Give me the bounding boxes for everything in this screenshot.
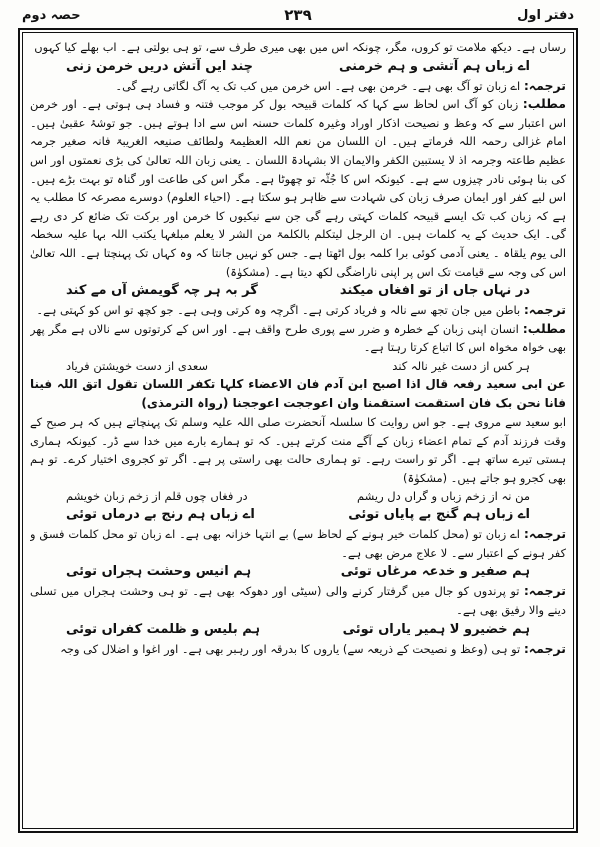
verse-couplet	[30, 57, 566, 77]
verse-couplet	[30, 505, 566, 525]
paragraph	[30, 95, 566, 281]
verse-second-hemistich: ہم انیس وحشت ہجراں توئی	[66, 564, 252, 580]
paragraph	[30, 320, 566, 357]
paragraph	[30, 301, 566, 320]
document-body	[30, 38, 566, 825]
book-section-title: دفتر اول	[517, 8, 574, 23]
paragraph-label: مطلب:	[522, 320, 566, 336]
hadith-arabic-text	[30, 375, 566, 413]
page-header	[18, 6, 578, 28]
verse-second-hemistich: در فغاں چوں قلم از زخم زبان خویشم	[66, 489, 248, 504]
verse-first-hemistich: ہم خضیرو لا ہمیر یاراں توئی	[342, 621, 530, 637]
paragraph	[30, 640, 566, 659]
paragraph-text: اے زبان تو (محل کلمات خیر ہونے کے لحاظ سے) بے انتہا خزانہ بھی ہے۔ اے زبان تو محل کلمات فسق و کفر ہونے کے اعتبار سے۔ لا علاج مرض بھی ہے۔	[30, 527, 566, 560]
paragraph	[30, 77, 566, 96]
verse-second-hemistich: ہم بلیس و ظلمت کفراں توئی	[66, 621, 261, 637]
verse-couplet	[30, 487, 566, 505]
paragraph-text: عن ابی سعید رفعہ قال اذا اصبح ابن آدم فان الاعضاء کلہا تکفر اللسان تقول اتق اللہ فینا فانا نحن بک فان استقمت استقمنا وان اعوججت اعوججنا (رواہ الترمذی)	[30, 376, 566, 410]
verse-second-hemistich: چند ایں آتش دریں خرمن زنی	[66, 58, 254, 74]
verse-second-hemistich: گر بہ ہر چہ گویمش آں مے کند	[66, 283, 258, 299]
paragraph-text: انسان اپنی زبان کے خطرہ و ضرر سے پوری طرح واقف ہے۔ اور اس کے کرتوتوں سے نالاں ہے مگر پھر بھی خواہ مخواہ اس کا اتباع کرتا رہتا ہے۔	[30, 321, 566, 355]
paragraph	[30, 413, 566, 487]
paragraph	[30, 525, 566, 562]
paragraph-label: ترجمہ:	[523, 302, 566, 318]
paragraph-text: تو ہی (وعظ و نصیحت کے ذریعہ سے) یاروں کا بدرقہ اور رہبر بھی ہے۔ اور اغوا و اضلال کی وجہ	[60, 641, 521, 656]
paragraph	[30, 38, 566, 57]
paragraph-text: اے زبان تو آگ بھی ہے۔ خرمن بھی ہے۔ اس خرمن میں کب تک یہ آگ لگاتی رہے گی۔	[115, 78, 521, 93]
paragraph-label: مطلب:	[522, 96, 566, 112]
verse-first-hemistich: ہر کس از دست غیر نالہ کند	[392, 358, 530, 373]
verse-first-hemistich: اے زباں ہم آتشی و ہم خرمنی	[339, 58, 530, 74]
paragraph-label: ترجمہ:	[523, 77, 566, 93]
paragraph-label: ترجمہ:	[523, 640, 566, 656]
paragraph-label: ترجمہ:	[523, 526, 566, 542]
verse-first-hemistich: ہم صفیر و خدعہ مرغاں توئی	[340, 564, 530, 580]
page-number: ۲۳۹	[284, 6, 312, 24]
volume-title: حصہ دوم	[22, 8, 81, 23]
verse-first-hemistich: اے زباں ہم گنج بے پایاں توئی	[348, 507, 530, 523]
verse-first-hemistich: من نہ از زخم زباں و گراں دل ریشم	[356, 489, 530, 504]
paragraph-text: رساں ہے۔ دیکھ ملامت تو کروں، مگر، چونکہ اس میں بھی میری طرف سے، تو ہی بولتی ہے۔ اب بھلے کیا کہوں	[34, 40, 566, 54]
paragraph-text: زبان کو آگ اس لحاظ سے کہا کہ کلمات قبیحہ بول کر موجب فتنہ و فساد ہی ہوتی ہے۔ اور خرمن اس اعتبار سے کہ وعظ و نصیحت اذکار اوراد وغیرہ کلمات حسنہ اس سے ادا ہوتے ہیں۔ جو توشۂ عقبیٰ ہیں۔ امام غزالی رحمہ اللہ فرماتے ہیں۔ ان اللسان من نعم اللہ العظیمۃ ولطائف صنیعہ الغریبۃ فانہ صغیر جرمہ عظیم طاعتہ وجرمہ اذ لا یستبین الکفر والایمان الا بشہادۃ اللسان ۔ یعنی زبان اللہ تعالیٰ کی بڑی نعمتوں اور اس کی بنا ہوئی نادر چیزوں سے ہے۔ کیونکہ اس کا جُثّہ تو چھوٹا ہے۔ مگر اس کی طاعت اور گناہ تو بہت بڑے ہیں۔ اس لیے کفر اور ایمان صرف زبان کی شہادت سے ظاہر ہو سکتا ہے۔ (احیاء العلوم) دوسرے مصرعہ کا مطلب یہ ہے کہ زبان کب تک ایسے قبیحہ کلمات کہتی رہے گی جن سے نیکیوں کا خرمن اور برکت تک ضائع کر دی رہے گی۔ ایک حدیث کے یہ کلمات ہیں۔ ان الرجل لیتکلم بالکلمۃ من الشر لا یعلم مبلغہا یکتب اللہ بہا علیہ سخطہ الی یوم یلقاہ ۔ یعنی آدمی کوئی برا کلمہ بول اٹھتا ہے۔ جس کو نہیں جانتا کہ وہ کہاں تک پہنچتا ہے۔ اللہ تعالیٰ اس کی وجہ سے قیامت تک اس پر اپنی ناراضگی لکھ دیتا ہے۔ (مشکوٰۃ)	[30, 97, 566, 279]
paragraph-text: ابو سعید سے مروی ہے۔ جو اس روایت کا سلسلہ آنحضرت صلی اللہ علیہ وسلم تک پہنچاتے ہیں کہ ہر صبح کے وقت فرزند آدم کے تمام اعضاء زبان کے آگے منت کرتے ہیں۔ کہ تو ہمارے بارے میں خدا سے ڈر۔ کیونکہ ہماری ہستی تیرے ساتھ ہے۔ اگر تو راست رہے۔ تو ہماری حالت بھی راستی پر ہے۔ اگر تو کجروی اختیار کرے۔ تو ہم بھی کجرو ہو جاتے ہیں۔ (مشکوٰۃ)	[30, 414, 566, 485]
paragraph-text: باطن میں جان تجھ سے نالہ و فریاد کرتی ہے۔ اگرچہ وہ کرتی وہی ہے۔ جو کچھ تو اس کو کہتی ہے۔	[36, 303, 521, 318]
verse-first-hemistich: در نہاں جاں از تو افغاں میکند	[339, 283, 530, 299]
verse-second-hemistich: سعدی از دست خویشتن فریاد	[66, 358, 209, 373]
paragraph-text: تو پرندوں کو جال میں گرفتار کرنے والی (سیٹی اور دھوکہ بھی ہے۔ تو ہی وحشت ہجراں میں تسلی دینے والا رفیق بھی ہے۔	[30, 584, 566, 618]
verse-couplet	[30, 281, 566, 301]
paragraph	[30, 582, 566, 619]
paragraph-label: ترجمہ:	[523, 583, 566, 599]
verse-couplet	[30, 562, 566, 582]
verse-couplet	[30, 620, 566, 640]
verse-couplet	[30, 357, 566, 375]
verse-second-hemistich: اے زباں ہم رنج بے درماں توئی	[66, 507, 255, 523]
